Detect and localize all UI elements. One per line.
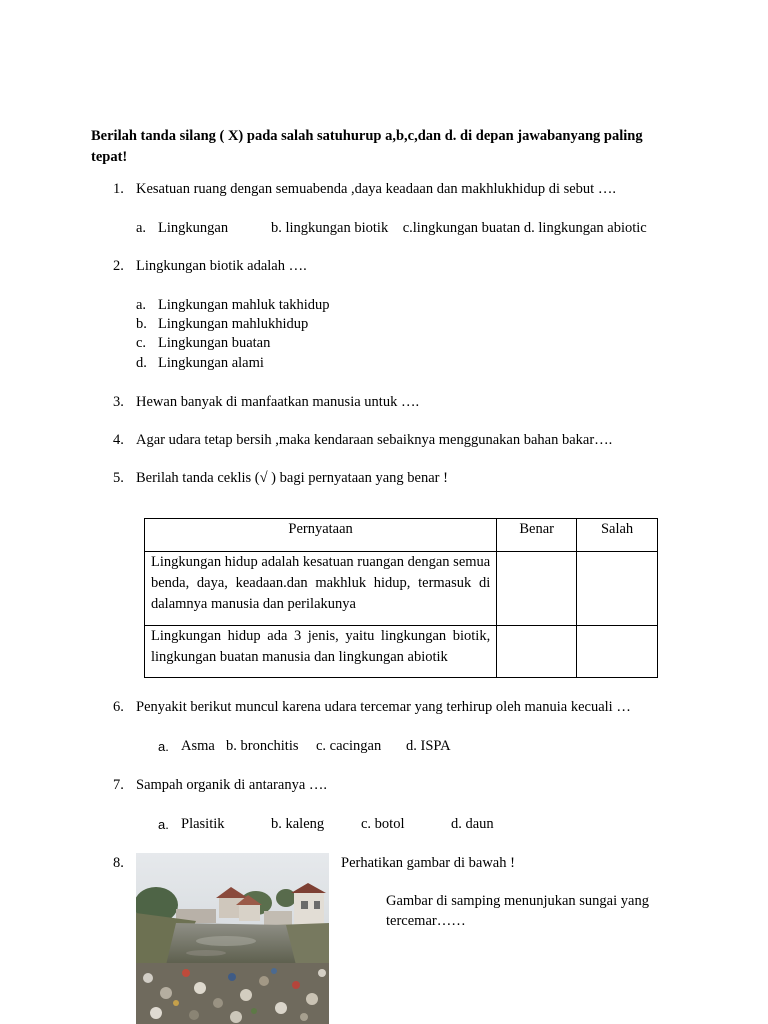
- q2-option-a-label: a.: [136, 297, 147, 313]
- q6-option-d: d. ISPA: [406, 738, 451, 754]
- q2-option-d-label: d.: [136, 355, 147, 371]
- header-pernyataan: Pernyataan: [145, 519, 497, 552]
- q7-option-d: d. daun: [451, 816, 494, 832]
- q8-caption-line1: Gambar di samping menunjukan sungai yang: [386, 893, 649, 909]
- salah-checkbox-cell[interactable]: [577, 626, 658, 678]
- q1-option-a: Lingkungan: [158, 220, 229, 236]
- q8-number: 8.: [113, 855, 124, 871]
- header-benar: Benar: [497, 519, 577, 552]
- q6-text: Penyakit berikut muncul karena udara tercemar yang terhirup oleh manuia kecuali …: [136, 699, 631, 715]
- q7-option-a-label: a.: [158, 817, 169, 832]
- q5-number: 5.: [113, 470, 124, 486]
- q7-text: Sampah organik di antaranya ….: [136, 777, 327, 793]
- q7-number: 7.: [113, 777, 124, 793]
- q6-option-a-label: a.: [158, 739, 169, 754]
- benar-checkbox-cell[interactable]: [497, 626, 577, 678]
- q3-number: 3.: [113, 394, 124, 410]
- q3-text: Hewan banyak di manfaatkan manusia untuk ….: [136, 394, 420, 410]
- q7-option-a: Plasitik: [181, 816, 225, 832]
- table-header-row: [145, 519, 658, 552]
- statement-cell: Lingkungan hidup adalah kesatuan ruangan dengan semua benda, daya, keadaan.dan makhluk hidup, termasuk di dalamnya manusia dan perilakunya: [145, 552, 497, 626]
- q6-option-b: b. bronchitis: [226, 738, 299, 754]
- q1-text: Kesatuan ruang dengan semuabenda ,daya keadaan dan makhlukhidup di sebut ….: [136, 181, 616, 197]
- salah-checkbox-cell[interactable]: [577, 552, 658, 626]
- q6-option-a: Asma: [181, 738, 215, 754]
- q8-prompt: Perhatikan gambar di bawah !: [341, 855, 515, 871]
- statement-cell: Lingkungan hidup ada 3 jenis, yaitu lingkungan biotik, lingkungan buatan manusia dan lingkungan abiotik: [145, 626, 497, 678]
- q7-option-b: b. kaleng: [271, 816, 325, 832]
- q6-option-c: c. cacingan: [316, 738, 382, 754]
- q2-option-b: Lingkungan mahlukhidup: [158, 316, 309, 332]
- q5-text: Berilah tanda ceklis (√ ) bagi pernyataan yang benar !: [136, 470, 448, 486]
- statement-table: [144, 518, 658, 678]
- q2-option-c-label: c.: [136, 335, 147, 351]
- q4-number: 4.: [113, 432, 124, 448]
- q1-options-rest: b. lingkungan biotik c.lingkungan buatan d. lingkungan abiotic: [271, 220, 647, 236]
- q1-number: 1.: [113, 181, 124, 197]
- table-row: [145, 626, 658, 678]
- q2-option-c: Lingkungan buatan: [158, 335, 271, 351]
- q1-option-a-label: a.: [136, 220, 147, 236]
- q2-text: Lingkungan biotik adalah ….: [136, 258, 307, 274]
- header-salah: Salah: [577, 519, 658, 552]
- q8-caption-line2: tercemar……: [386, 913, 466, 929]
- q2-number: 2.: [113, 258, 124, 274]
- q7-option-c: c. botol: [361, 816, 405, 832]
- q2-option-d: Lingkungan alami: [158, 355, 264, 371]
- q6-number: 6.: [113, 699, 124, 715]
- q2-option-b-label: b.: [136, 316, 147, 332]
- table-row: [145, 552, 658, 626]
- polluted-river-photo: [136, 853, 329, 1024]
- benar-checkbox-cell[interactable]: [497, 552, 577, 626]
- q4-text: Agar udara tetap bersih ,maka kendaraan sebaiknya menggunakan bahan bakar….: [136, 432, 613, 448]
- instruction-text: Berilah tanda silang ( X) pada salah satuhurup a,b,c,dan d. di depan jawabanyang paling tepat!: [91, 128, 643, 165]
- q2-option-a: Lingkungan mahluk takhidup: [158, 297, 330, 313]
